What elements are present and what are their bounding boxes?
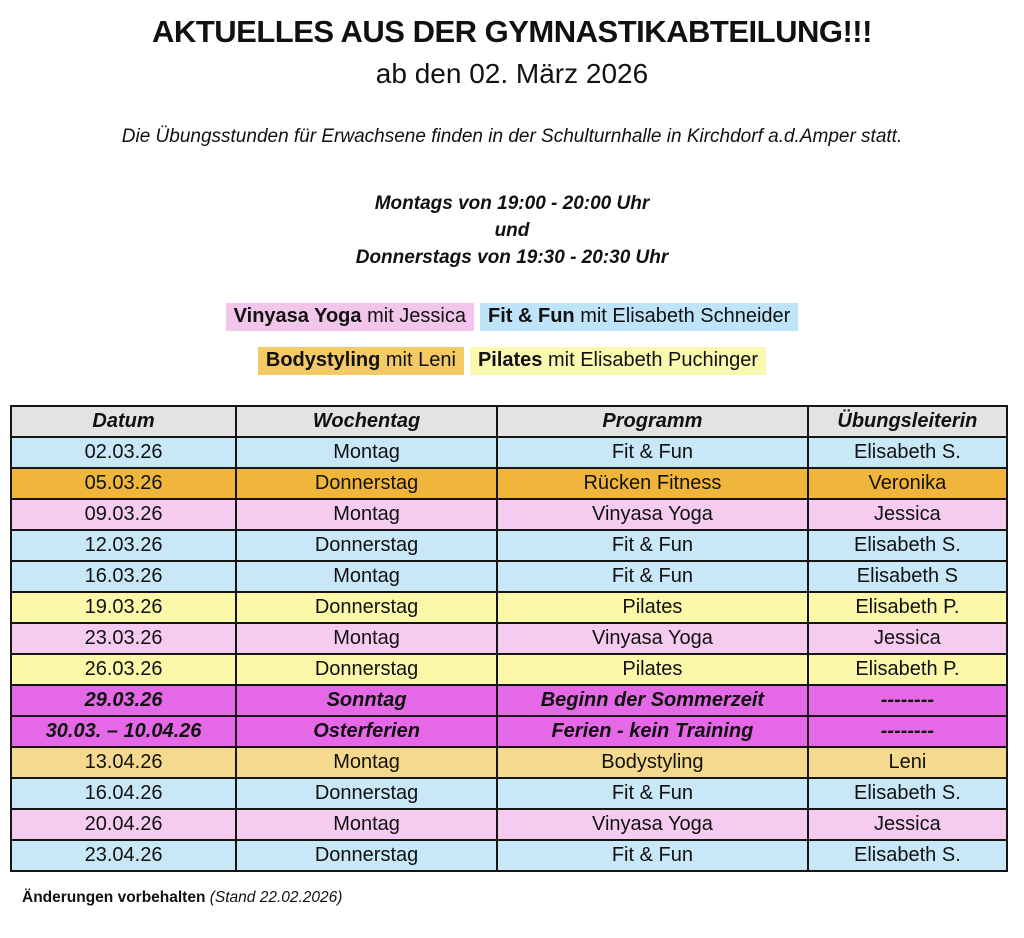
legend-row-2 [0, 347, 1024, 375]
table-row [11, 437, 1007, 468]
table-cell: Jessica [808, 623, 1007, 654]
table-cell: 26.03.26 [11, 654, 236, 685]
legend-row-1 [0, 303, 1024, 331]
table-header-row [11, 406, 1007, 437]
column-header-datum: Datum [11, 406, 236, 437]
table-row [11, 592, 1007, 623]
legend-tag-program-name: Bodystyling [265, 349, 381, 371]
table-row [11, 778, 1007, 809]
table-cell: Beginn der Sommerzeit [497, 685, 808, 716]
table-cell: Montag [236, 809, 497, 840]
table-row [11, 685, 1007, 716]
table-cell: Donnerstag [236, 840, 497, 871]
table-cell: Fit & Fun [497, 778, 808, 809]
table-row [11, 530, 1007, 561]
table-cell: Bodystyling [497, 747, 808, 778]
table-cell: 16.04.26 [11, 778, 236, 809]
legend-tag-program-name: Vinyasa Yoga [233, 305, 362, 327]
schedule-table-head [11, 406, 1007, 437]
column-header-wochentag: Wochentag [236, 406, 497, 437]
footer-note [22, 889, 1024, 907]
table-cell: Leni [808, 747, 1007, 778]
table-cell: Donnerstag [236, 654, 497, 685]
legend-tag-fit-and-fun [480, 303, 798, 331]
table-cell: -------- [808, 716, 1007, 747]
table-cell: Pilates [497, 654, 808, 685]
table-row [11, 716, 1007, 747]
table-cell: Donnerstag [236, 530, 497, 561]
table-cell: 09.03.26 [11, 499, 236, 530]
schedule-table [10, 405, 1008, 872]
page-title: AKTUELLES AUS DER GYMNASTIKABTEILUNG!!! [152, 14, 872, 49]
legend-tag-trainer: mit Leni [380, 349, 456, 371]
table-cell: Veronika [808, 468, 1007, 499]
legend-tag-vinyasa-yoga [226, 303, 474, 331]
legend-tag-program-name: Pilates [477, 349, 543, 371]
table-cell: 13.04.26 [11, 747, 236, 778]
table-row [11, 654, 1007, 685]
table-row [11, 468, 1007, 499]
table-cell: Osterferien [236, 716, 497, 747]
table-cell: Pilates [497, 592, 808, 623]
schedule-line-monday: Montags von 19:00 - 20:00 Uhr [374, 193, 650, 214]
legend-tag-trainer: mit Jessica [361, 305, 466, 327]
table-cell: Sonntag [236, 685, 497, 716]
table-cell: Fit & Fun [497, 530, 808, 561]
legend-tag-bodystyling [258, 347, 464, 375]
table-row [11, 561, 1007, 592]
table-cell: Vinyasa Yoga [497, 499, 808, 530]
table-cell: 19.03.26 [11, 592, 236, 623]
table-row [11, 809, 1007, 840]
table-cell: Elisabeth S. [808, 840, 1007, 871]
page-subtitle: ab den 02. März 2026 [375, 58, 649, 89]
table-cell: 29.03.26 [11, 685, 236, 716]
program-legend [0, 303, 1024, 375]
table-cell: 30.03. – 10.04.26 [11, 716, 236, 747]
flyer-page [0, 14, 1024, 938]
table-cell: Jessica [808, 499, 1007, 530]
table-row [11, 747, 1007, 778]
table-cell: Montag [236, 623, 497, 654]
table-row [11, 623, 1007, 654]
table-cell: 02.03.26 [11, 437, 236, 468]
table-cell: Elisabeth S [808, 561, 1007, 592]
table-cell: Fit & Fun [497, 437, 808, 468]
table-cell: Montag [236, 437, 497, 468]
table-cell: -------- [808, 685, 1007, 716]
table-cell: 23.04.26 [11, 840, 236, 871]
table-cell: Elisabeth S. [808, 530, 1007, 561]
table-cell: Donnerstag [236, 592, 497, 623]
table-cell: Fit & Fun [497, 561, 808, 592]
column-header-programm: Programm [497, 406, 808, 437]
schedule-line-thursday: Donnerstags von 19:30 - 20:30 Uhr [355, 247, 669, 268]
table-cell: 05.03.26 [11, 468, 236, 499]
table-row [11, 840, 1007, 871]
table-cell: Vinyasa Yoga [497, 809, 808, 840]
location-note: Die Übungsstunden für Erwachsene finden in der Schulturnhalle in Kirchdorf a.d.Amper statt. [121, 126, 903, 147]
schedule-line-connector: und [494, 220, 530, 241]
schedule-table-body [11, 437, 1007, 871]
table-cell: Elisabeth S. [808, 437, 1007, 468]
table-cell: Jessica [808, 809, 1007, 840]
weekly-schedule [0, 190, 1024, 271]
column-header-uebungsleiterin: Übungsleiterin [808, 406, 1007, 437]
legend-tag-pilates [470, 347, 766, 375]
table-cell: Montag [236, 499, 497, 530]
table-cell: 12.03.26 [11, 530, 236, 561]
table-cell: Fit & Fun [497, 840, 808, 871]
legend-tag-trainer: mit Elisabeth Schneider [574, 305, 791, 327]
table-cell: Donnerstag [236, 468, 497, 499]
table-row [11, 499, 1007, 530]
table-cell: Vinyasa Yoga [497, 623, 808, 654]
table-cell: 23.03.26 [11, 623, 236, 654]
table-cell: 20.04.26 [11, 809, 236, 840]
table-cell: Donnerstag [236, 778, 497, 809]
legend-tag-program-name: Fit & Fun [488, 305, 575, 327]
footer-date-stamp: (Stand 22.02.2026) [205, 889, 343, 906]
table-cell: Ferien - kein Training [497, 716, 808, 747]
table-cell: Elisabeth P. [808, 654, 1007, 685]
table-cell: Montag [236, 561, 497, 592]
footer-disclaimer: Änderungen vorbehalten [22, 889, 206, 906]
table-cell: Montag [236, 747, 497, 778]
table-cell: Elisabeth P. [808, 592, 1007, 623]
legend-tag-trainer: mit Elisabeth Puchinger [542, 349, 759, 371]
table-cell: 16.03.26 [11, 561, 236, 592]
table-cell: Rücken Fitness [497, 468, 808, 499]
table-cell: Elisabeth S. [808, 778, 1007, 809]
